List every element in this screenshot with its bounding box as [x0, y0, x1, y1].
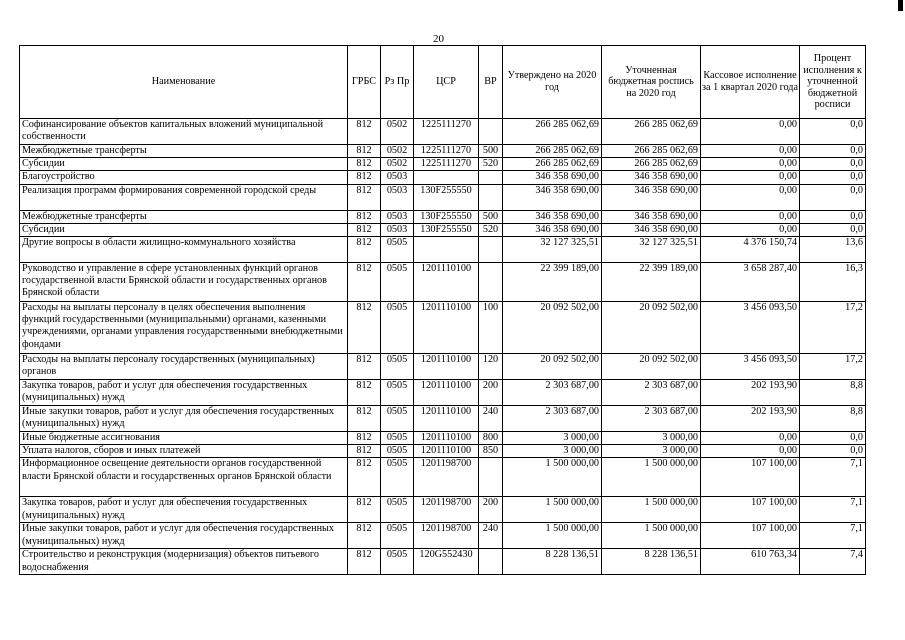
table-row	[20, 171, 866, 184]
row-rzpr: 0505	[381, 549, 414, 575]
row-approved: 8 228 136,51	[503, 549, 602, 575]
row-cash: 610 763,34	[701, 549, 800, 575]
row-csr: 1225111270	[414, 119, 479, 145]
table-row	[20, 380, 866, 406]
row-name: Иные бюджетные ассигнования	[20, 432, 348, 445]
row-vr	[479, 184, 503, 210]
row-vr: 500	[479, 210, 503, 223]
row-grbs: 812	[348, 354, 381, 380]
row-name: Межбюджетные трансферты	[20, 210, 348, 223]
row-csr: 130F255550	[414, 223, 479, 236]
row-grbs: 812	[348, 223, 381, 236]
row-csr: 1201110100	[414, 354, 479, 380]
row-cash: 0,00	[701, 119, 800, 145]
row-refined: 1 500 000,00	[602, 458, 701, 497]
row-vr: 520	[479, 158, 503, 171]
row-grbs: 812	[348, 184, 381, 210]
row-csr: 130F255550	[414, 210, 479, 223]
row-csr: 1225111270	[414, 158, 479, 171]
row-approved: 32 127 325,51	[503, 237, 602, 263]
row-name: Строительство и реконструкция (модернизация) объектов питьевого водоснабжения	[20, 549, 348, 575]
row-approved: 20 092 502,00	[503, 354, 602, 380]
row-csr: 1225111270	[414, 145, 479, 158]
row-vr: 120	[479, 354, 503, 380]
row-vr: 240	[479, 406, 503, 432]
row-vr: 520	[479, 223, 503, 236]
table-row	[20, 119, 866, 145]
row-vr: 200	[479, 497, 503, 523]
row-refined: 3 000,00	[602, 432, 701, 445]
row-grbs: 812	[348, 145, 381, 158]
table-row	[20, 354, 866, 380]
row-percent: 7,1	[800, 458, 866, 497]
row-csr: 1201110100	[414, 406, 479, 432]
row-refined: 20 092 502,00	[602, 354, 701, 380]
row-cash: 0,00	[701, 432, 800, 445]
corner-mark	[898, 0, 903, 11]
row-refined: 266 285 062,69	[602, 119, 701, 145]
row-percent: 0,0	[800, 184, 866, 210]
row-grbs: 812	[348, 432, 381, 445]
table-row	[20, 458, 866, 497]
row-approved: 2 303 687,00	[503, 380, 602, 406]
row-grbs: 812	[348, 458, 381, 497]
row-percent: 0,0	[800, 210, 866, 223]
row-grbs: 812	[348, 523, 381, 549]
row-rzpr: 0505	[381, 458, 414, 497]
row-refined: 2 303 687,00	[602, 380, 701, 406]
header-rzpr: Рз Пр	[381, 46, 414, 119]
row-percent: 8,8	[800, 406, 866, 432]
row-approved: 22 399 189,00	[503, 263, 602, 302]
row-rzpr: 0505	[381, 263, 414, 302]
row-percent: 17,2	[800, 302, 866, 354]
row-cash: 0,00	[701, 223, 800, 236]
row-refined: 266 285 062,69	[602, 145, 701, 158]
row-grbs: 812	[348, 497, 381, 523]
row-name: Руководство и управление в сфере установленных функций органов государственной власти Брянской области и государственных органов Брянской области	[20, 263, 348, 302]
row-grbs: 812	[348, 158, 381, 171]
row-approved: 266 285 062,69	[503, 145, 602, 158]
row-approved: 3 000,00	[503, 445, 602, 458]
row-percent: 0,0	[800, 145, 866, 158]
row-rzpr: 0502	[381, 119, 414, 145]
row-approved: 346 358 690,00	[503, 171, 602, 184]
row-cash: 0,00	[701, 210, 800, 223]
row-csr: 130F255550	[414, 184, 479, 210]
row-cash: 107 100,00	[701, 497, 800, 523]
row-rzpr: 0505	[381, 380, 414, 406]
table-row	[20, 184, 866, 210]
row-name: Иные закупки товаров, работ и услуг для обеспечения государственных (муниципальных) нужд	[20, 523, 348, 549]
table-row	[20, 523, 866, 549]
row-grbs: 812	[348, 549, 381, 575]
row-vr: 500	[479, 145, 503, 158]
row-percent: 0,0	[800, 158, 866, 171]
row-cash: 202 193,90	[701, 380, 800, 406]
row-cash: 0,00	[701, 145, 800, 158]
row-rzpr: 0505	[381, 432, 414, 445]
row-approved: 346 358 690,00	[503, 184, 602, 210]
row-vr	[479, 263, 503, 302]
header-percent: Процент исполнения к уточненной бюджетной росписи	[800, 46, 866, 119]
row-cash: 4 376 150,74	[701, 237, 800, 263]
header-row	[20, 46, 866, 119]
row-approved: 2 303 687,00	[503, 406, 602, 432]
row-approved: 1 500 000,00	[503, 458, 602, 497]
row-cash: 3 456 093,50	[701, 354, 800, 380]
row-csr	[414, 237, 479, 263]
row-grbs: 812	[348, 171, 381, 184]
table-row	[20, 432, 866, 445]
row-vr	[479, 549, 503, 575]
row-refined: 20 092 502,00	[602, 302, 701, 354]
row-name: Другие вопросы в области жилищно-коммунального хозяйства	[20, 237, 348, 263]
row-csr: 1201198700	[414, 523, 479, 549]
row-rzpr: 0502	[381, 158, 414, 171]
row-cash: 0,00	[701, 445, 800, 458]
row-refined: 8 228 136,51	[602, 549, 701, 575]
table-row	[20, 302, 866, 354]
header-approved: Утверждено на 2020 год	[503, 46, 602, 119]
row-rzpr: 0505	[381, 354, 414, 380]
row-approved: 266 285 062,69	[503, 158, 602, 171]
row-csr: 120G552430	[414, 549, 479, 575]
row-vr	[479, 237, 503, 263]
row-percent: 0,0	[800, 432, 866, 445]
row-name: Закупка товаров, работ и услуг для обеспечения государственных (муниципальных) нужд	[20, 380, 348, 406]
row-name: Информационное освещение деятельности органов государственной власти Брянской области и государственных органов Брянской области	[20, 458, 348, 497]
row-approved: 20 092 502,00	[503, 302, 602, 354]
row-grbs: 812	[348, 445, 381, 458]
row-grbs: 812	[348, 302, 381, 354]
row-cash: 3 456 093,50	[701, 302, 800, 354]
row-percent: 7,1	[800, 497, 866, 523]
row-cash: 0,00	[701, 184, 800, 210]
row-csr: 1201198700	[414, 458, 479, 497]
table-row	[20, 549, 866, 575]
row-name: Межбюджетные трансферты	[20, 145, 348, 158]
row-refined: 1 500 000,00	[602, 497, 701, 523]
row-vr	[479, 171, 503, 184]
row-refined: 3 000,00	[602, 445, 701, 458]
row-rzpr: 0505	[381, 237, 414, 263]
row-approved: 266 285 062,69	[503, 119, 602, 145]
header-csr: ЦСР	[414, 46, 479, 119]
row-rzpr: 0505	[381, 302, 414, 354]
row-vr	[479, 458, 503, 497]
row-rzpr: 0502	[381, 145, 414, 158]
row-name: Иные закупки товаров, работ и услуг для обеспечения государственных (муниципальных) нужд	[20, 406, 348, 432]
row-csr: 1201110100	[414, 445, 479, 458]
row-vr: 200	[479, 380, 503, 406]
row-refined: 346 358 690,00	[602, 184, 701, 210]
row-cash: 107 100,00	[701, 458, 800, 497]
row-vr: 100	[479, 302, 503, 354]
row-refined: 22 399 189,00	[602, 263, 701, 302]
row-approved: 346 358 690,00	[503, 210, 602, 223]
row-percent: 0,0	[800, 119, 866, 145]
row-approved: 3 000,00	[503, 432, 602, 445]
row-cash: 0,00	[701, 171, 800, 184]
row-csr: 1201198700	[414, 497, 479, 523]
table-row	[20, 210, 866, 223]
row-rzpr: 0503	[381, 223, 414, 236]
header-vr: ВР	[479, 46, 503, 119]
row-rzpr: 0505	[381, 497, 414, 523]
row-rzpr: 0503	[381, 210, 414, 223]
row-rzpr: 0505	[381, 523, 414, 549]
row-grbs: 812	[348, 406, 381, 432]
header-name: Наименование	[20, 46, 348, 119]
row-vr: 240	[479, 523, 503, 549]
row-name: Субсидии	[20, 223, 348, 236]
header-grbs: ГРБС	[348, 46, 381, 119]
row-name: Расходы на выплаты персоналу государственных (муниципальных) органов	[20, 354, 348, 380]
row-csr: 1201110100	[414, 380, 479, 406]
row-percent: 8,8	[800, 380, 866, 406]
row-csr: 1201110100	[414, 302, 479, 354]
row-grbs: 812	[348, 210, 381, 223]
row-name: Софинансирование объектов капитальных вложений муниципальной собственности	[20, 119, 348, 145]
table-row	[20, 223, 866, 236]
row-percent: 16,3	[800, 263, 866, 302]
row-refined: 266 285 062,69	[602, 158, 701, 171]
row-percent: 7,4	[800, 549, 866, 575]
row-approved: 1 500 000,00	[503, 497, 602, 523]
row-refined: 32 127 325,51	[602, 237, 701, 263]
row-refined: 346 358 690,00	[602, 210, 701, 223]
row-refined: 346 358 690,00	[602, 171, 701, 184]
row-percent: 17,2	[800, 354, 866, 380]
row-grbs: 812	[348, 237, 381, 263]
row-grbs: 812	[348, 263, 381, 302]
row-percent: 7,1	[800, 523, 866, 549]
row-cash: 3 658 287,40	[701, 263, 800, 302]
row-name: Благоустройство	[20, 171, 348, 184]
row-vr: 850	[479, 445, 503, 458]
table-row	[20, 445, 866, 458]
row-rzpr: 0503	[381, 171, 414, 184]
row-grbs: 812	[348, 119, 381, 145]
row-cash: 107 100,00	[701, 523, 800, 549]
row-approved: 346 358 690,00	[503, 223, 602, 236]
table-row	[20, 406, 866, 432]
row-rzpr: 0505	[381, 406, 414, 432]
row-cash: 0,00	[701, 158, 800, 171]
row-csr	[414, 171, 479, 184]
row-percent: 0,0	[800, 223, 866, 236]
row-cash: 202 193,90	[701, 406, 800, 432]
page-number: 20	[433, 33, 444, 45]
row-rzpr: 0503	[381, 184, 414, 210]
table-row	[20, 263, 866, 302]
row-name: Расходы на выплаты персоналу в целях обеспечения выполнения функций государственными (муниципальными) органами, казенными учреждениями, органами управления государственными внебюджетными фондами	[20, 302, 348, 354]
row-name: Субсидии	[20, 158, 348, 171]
row-csr: 1201110100	[414, 432, 479, 445]
row-name: Закупка товаров, работ и услуг для обеспечения государственных (муниципальных) нужд	[20, 497, 348, 523]
row-rzpr: 0505	[381, 445, 414, 458]
header-cash: Кассовое исполнение за 1 квартал 2020 года	[701, 46, 800, 119]
header-refined: Уточненная бюджетная роспись на 2020 год	[602, 46, 701, 119]
row-refined: 2 303 687,00	[602, 406, 701, 432]
row-name: Уплата налогов, сборов и иных платежей	[20, 445, 348, 458]
row-vr	[479, 119, 503, 145]
row-csr: 1201110100	[414, 263, 479, 302]
row-percent: 13,6	[800, 237, 866, 263]
row-name: Реализация программ формирования современной городской среды	[20, 184, 348, 210]
row-vr: 800	[479, 432, 503, 445]
row-percent: 0,0	[800, 171, 866, 184]
row-refined: 346 358 690,00	[602, 223, 701, 236]
table-row	[20, 158, 866, 171]
row-approved: 1 500 000,00	[503, 523, 602, 549]
table-row	[20, 145, 866, 158]
table-row	[20, 237, 866, 263]
row-refined: 1 500 000,00	[602, 523, 701, 549]
row-percent: 0,0	[800, 445, 866, 458]
row-grbs: 812	[348, 380, 381, 406]
table-row	[20, 497, 866, 523]
budget-table	[19, 45, 866, 575]
